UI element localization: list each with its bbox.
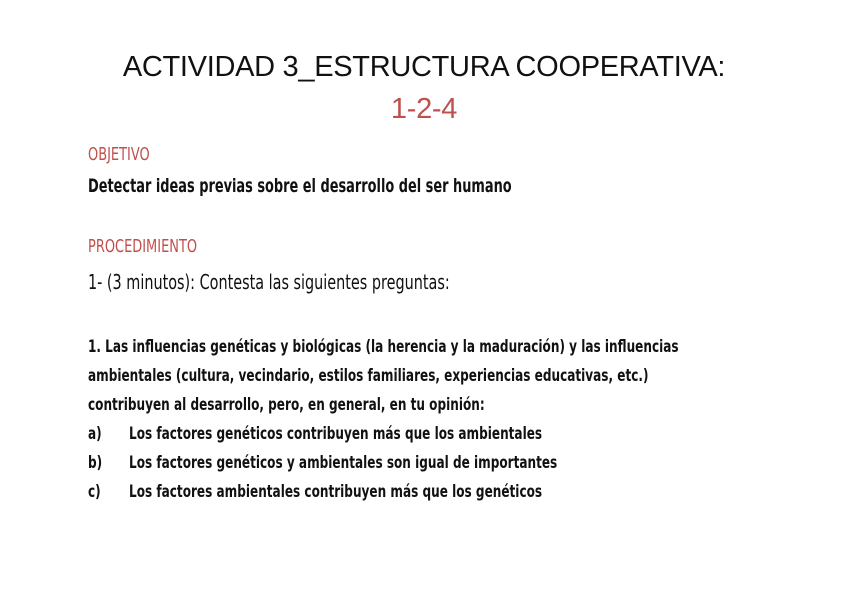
slide-title: ACTIVIDAD 3_ESTRUCTURA COOPERATIVA: <box>122 51 726 83</box>
question-line: 1. Las influencias genéticas y biológicas (la herencia y la maduración) y las influencias <box>88 337 679 357</box>
option-text-c: Los factores ambientales contribuyen más que los genéticos <box>129 482 543 502</box>
option-text-a: Los factores genéticos contribuyen más que los ambientales <box>129 424 543 444</box>
slide-subtitle: 1-2-4 <box>390 93 458 125</box>
procedure-step: 1- (3 minutos): Contesta las siguientes preguntas: <box>88 270 450 294</box>
option-letter-a: a) <box>88 424 102 444</box>
procedure-heading: PROCEDIMIENTO <box>88 236 198 257</box>
question-line: contribuyen al desarrollo, pero, en general, en tu opinión: <box>88 395 485 415</box>
question-line: ambientales (cultura, vecindario, estilos familiares, experiencias educativas, etc.) <box>88 366 649 386</box>
objective-text: Detectar ideas previas sobre el desarrollo del ser humano <box>88 175 512 197</box>
option-letter-b: b) <box>88 453 103 473</box>
option-text-b: Los factores genéticos y ambientales son igual de importantes <box>129 453 558 473</box>
option-letter-c: c) <box>88 482 101 502</box>
objective-heading: OBJETIVO <box>88 144 150 165</box>
